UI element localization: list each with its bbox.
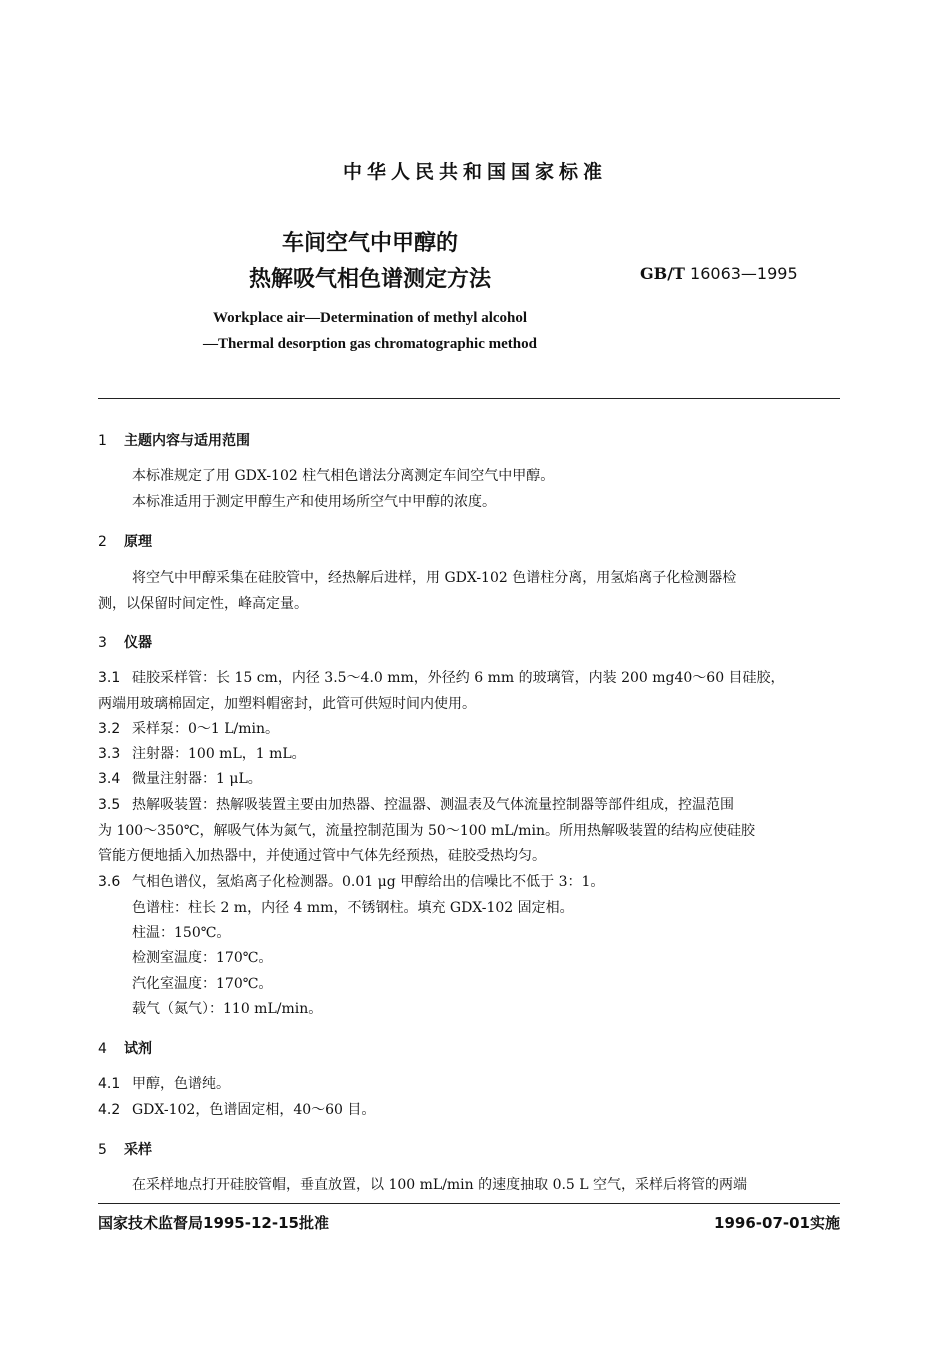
clause-3-2 xyxy=(98,719,279,739)
implementation-date: 1996-07-01实施 xyxy=(714,1214,840,1232)
clause-number: 3.6 xyxy=(98,874,121,890)
clause-number: 3.2 xyxy=(98,721,121,737)
spec-line: 柱温：150℃。 xyxy=(132,925,231,941)
section-number: 2 xyxy=(98,534,107,550)
section-title: 主题内容与适用范围 xyxy=(124,433,250,449)
title-line-1: 车间空气中甲醇的 xyxy=(281,231,458,256)
national-standard-header: 中华人民共和国国家标准 xyxy=(342,161,607,183)
spec-line: 色谱柱：柱长 2 m，内径 4 mm，不锈钢柱。填充 GDX-102 固定相。 xyxy=(132,900,574,916)
spec-line: 检测室温度：170℃。 xyxy=(132,950,273,966)
paragraph: 在采样地点打开硅胶管帽，垂直放置，以 100 mL/min 的速度抽取 0.5 L 空气，采样后将管的两端 xyxy=(132,1177,748,1193)
clause-continuation: 为 100～350℃，解吸气体为氮气，流量控制范围为 50～100 mL/min。所用热解吸装置的结构应使硅胶 xyxy=(98,823,756,839)
clause-3-4 xyxy=(98,769,262,789)
clause-text: 气相色谱仪，氢焰离子化检测器。0.01 μg 甲醇给出的信噪比不低于 3：1。 xyxy=(132,874,605,890)
footer-divider xyxy=(98,1203,840,1204)
paragraph: 将空气中甲醇采集在硅胶管中，经热解后进样，用 GDX-102 色谱柱分离，用氢焰离子化检测器检 xyxy=(132,570,737,586)
english-title-line-1: Workplace air—Determination of methyl alcohol xyxy=(212,310,528,326)
clause-text: 采样泵：0～1 L/min。 xyxy=(132,721,280,737)
clause-number: 3.1 xyxy=(98,670,121,686)
section-title: 试剂 xyxy=(124,1041,152,1057)
section-title: 仪器 xyxy=(124,635,152,651)
clause-3-1 xyxy=(98,668,785,688)
clause-text: GDX-102，色谱固定相，40～60 目。 xyxy=(132,1102,376,1118)
clause-3-3 xyxy=(98,744,306,764)
section-number: 4 xyxy=(98,1041,107,1057)
clause-3-6 xyxy=(98,872,604,892)
section-3-heading xyxy=(98,632,152,652)
clause-4-1 xyxy=(98,1074,230,1094)
section-number: 3 xyxy=(98,635,107,651)
standard-prefix: GB/T xyxy=(640,264,685,283)
clause-continuation: 管能方便地插入加热器中，并使通过管中气体先经预热，硅胶受热均匀。 xyxy=(98,848,546,864)
clause-number: 3.4 xyxy=(98,771,121,787)
clause-text: 微量注射器：1 μL。 xyxy=(132,771,262,787)
section-number: 5 xyxy=(98,1142,107,1158)
clause-text: 硅胶采样管：长 15 cm，内径 3.5～4.0 mm，外径约 6 mm 的玻璃管，内装 200 mg40～60 目硅胶， xyxy=(132,670,785,686)
approval-date: 国家技术监督局1995-12-15批准 xyxy=(98,1214,329,1232)
clause-number: 4.2 xyxy=(98,1102,121,1118)
paragraph: 本标准适用于测定甲醇生产和使用场所空气中甲醇的浓度。 xyxy=(132,494,496,510)
english-title-line-2: —Thermal desorption gas chromatographic method xyxy=(203,336,537,352)
clause-number: 3.5 xyxy=(98,797,121,813)
clause-continuation: 两端用玻璃棉固定，加塑料帽密封，此管可供短时间内使用。 xyxy=(98,696,476,712)
standard-code: 16063—1995 xyxy=(690,264,798,283)
clause-text: 甲醇，色谱纯。 xyxy=(132,1076,230,1092)
section-2-heading xyxy=(98,531,152,551)
section-number: 1 xyxy=(98,433,107,449)
clause-text: 注射器：100 mL，1 mL。 xyxy=(132,746,306,762)
clause-number: 3.3 xyxy=(98,746,121,762)
clause-4-2 xyxy=(98,1100,375,1120)
section-5-heading xyxy=(98,1139,152,1159)
clause-3-5 xyxy=(98,795,734,815)
spec-line: 载气（氮气）：110 mL/min。 xyxy=(132,1001,323,1017)
header-divider xyxy=(98,398,840,399)
section-title: 原理 xyxy=(124,534,152,550)
title-line-2: 热解吸气相色谱测定方法 xyxy=(248,267,491,292)
section-1-heading xyxy=(98,430,250,450)
standard-number xyxy=(640,264,798,283)
spec-line: 汽化室温度：170℃。 xyxy=(132,976,273,992)
clause-number: 4.1 xyxy=(98,1076,121,1092)
section-title: 采样 xyxy=(124,1142,152,1158)
section-4-heading xyxy=(98,1038,152,1058)
paragraph-continuation: 测，以保留时间定性，峰高定量。 xyxy=(98,596,308,612)
paragraph: 本标准规定了用 GDX-102 柱气相色谱法分离测定车间空气中甲醇。 xyxy=(132,468,555,484)
clause-text: 热解吸装置：热解吸装置主要由加热器、控温器、测温表及气体流量控制器等部件组成，控温范围 xyxy=(132,797,734,813)
